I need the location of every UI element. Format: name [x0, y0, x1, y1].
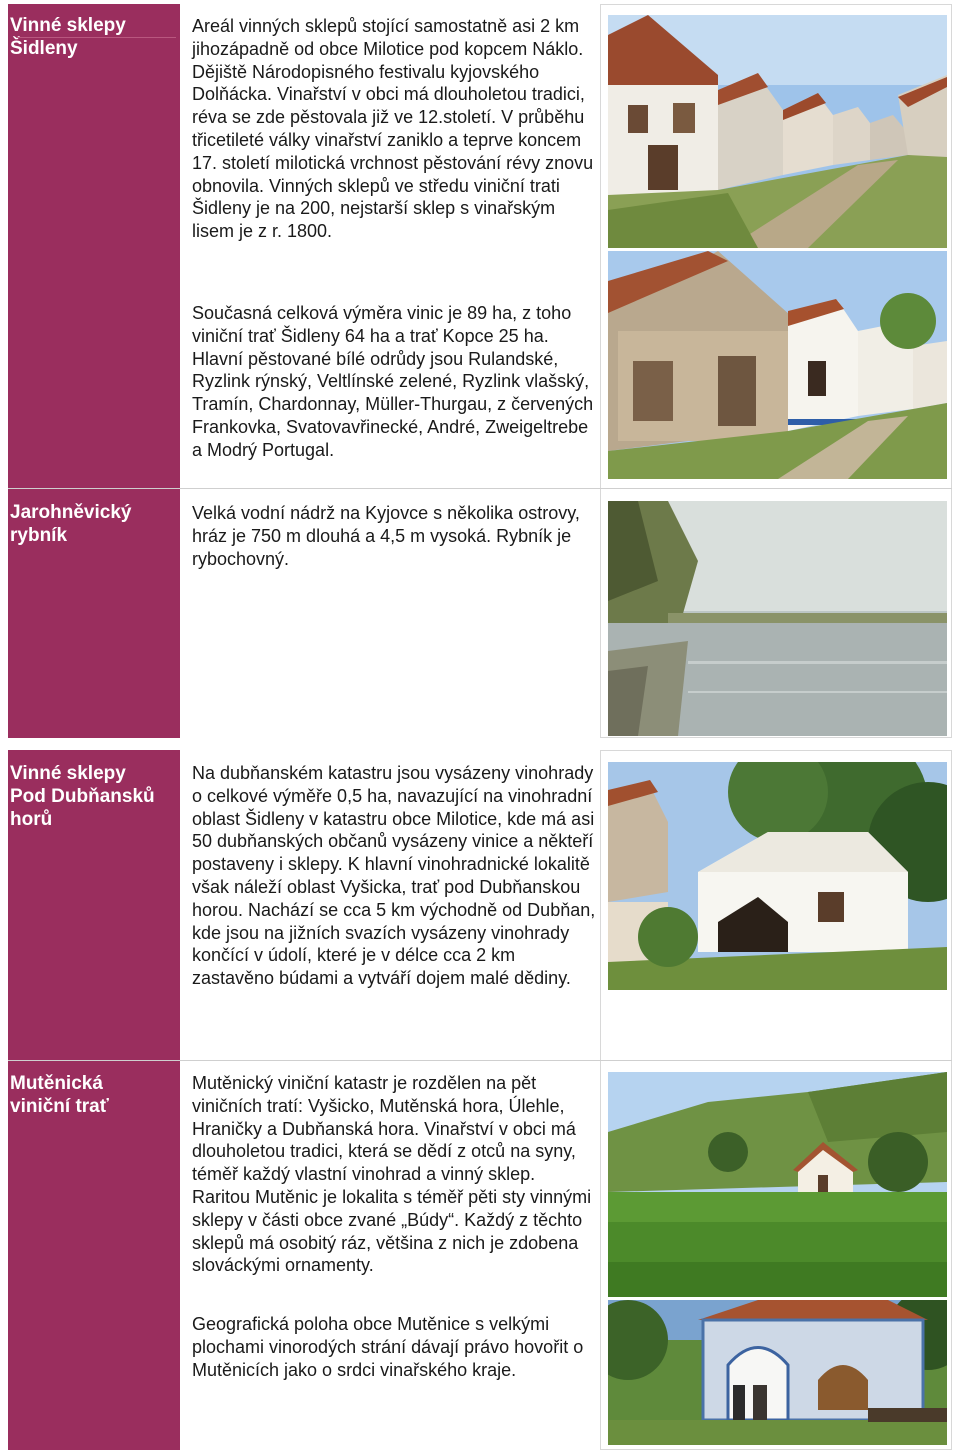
white-cellars-row-photo [608, 251, 947, 479]
category-column [8, 4, 180, 738]
pond-landscape-photo [608, 501, 947, 736]
row-title-sidleny: Vinné sklepy Šidleny [10, 15, 126, 59]
row-title-jarohnevicky-rybnik: Jarohněvický rybník [10, 502, 132, 546]
table-block-2 [0, 750, 960, 1450]
row-divider [8, 1060, 952, 1061]
description-paragraph: Areál vinných sklepů stojící samostatně asi 2 km jihozápadně od obce Milotice pod kopcem Náklo. Dějiště Národopisného festivalu kyjovského Dolňácka. Vinařství v obci má dlouholetou tradici, réva se zde pěstovala již ve 12.století. V průběhu třicetileté války vinařství zaniklo a teprve koncem 17. století milotická vrchnost pěstování révy znovu obnovila. Vinných sklepů ve středu viniční trati Šidleny je na 200, nejstarší sklep s vinařským lisem je z r. 1800. [192, 16, 594, 242]
ornamented-blue-cellar-photo [608, 1300, 947, 1445]
description-paragraph: Geografická poloha obce Mutěnice s velkými plochami vinorodých strání dávají právo hovořit o Mutěnicích jako o srdci vinařského kraje. [192, 1314, 584, 1380]
description-paragraph: Na dubňanském katastru jsou vysázeny vinohrady o celkové výměře 0,5 ha, navazující na vinohradní oblast Šidleny v katastru obce Milotice, kde má asi 50 dubňanských občanů vysázeny vinice a někteří postaveny i sklepy. K hlavní vinohradnické lokalitě však náleží oblast Vyšicka, trať pod Dubňanskou horou. Nachází se cca 5 km východně od Dubňan, kde jsou na jižních svazích vysázeny vinohrady končící v údolí, které je v délce cca 2 km zastavěno búdami a vytváří dojem malé dědiny. [192, 763, 596, 989]
row-title-pod-dubnansku-horu: Vinné sklepy Pod Dubňansků horů [10, 763, 155, 830]
wine-cellar-street-photo [608, 15, 947, 248]
title-underline [16, 37, 176, 38]
description-paragraph: Současná celková výměra vinic je 89 ha, z toho viniční trať Šidleny 64 ha a trať Kopce 25 ha. Hlavní pěstované bílé odrůdy jsou Rulandské, Ryzlink rýnský, Veltlínské zelené, Ryzlink vlašský, Tramín, Chardonnay, Müller-Thurgau, z červených Frankovka, Svatovavřinecké, André, Zweigeltrebe a Modrý Portugal. [192, 303, 594, 460]
white-cellar-with-trees-photo [608, 762, 947, 990]
row-divider [8, 488, 952, 489]
description-paragraph: Velká vodní nádrž na Kyjovce s několika ostrovy, hráz je 750 m dlouhá a 4,5 m vysoká. Rybník je rybochovný. [192, 503, 580, 569]
row-title-mutenicka-vinicni-trat: Mutěnická viniční trať [10, 1073, 109, 1117]
description-paragraph: Mutěnický viniční katastr je rozdělen na pět viničních tratí: Vyšicko, Mutěnská hora, Úlehle, Hraničky a Dubňanská hora. Vinařství v obci má dlouholetou tradici, která se dědí z otců na syny, téměř každý vlastní vinohrad a vinný sklep. Raritou Mutěnic je lokalita s téměř pěti sty vinnými sklepy v části obce zvané „Búdy“. Každý z těchto sklepů má osobitý ráz, většina z nich je zdobena slováckými ornamenty. [192, 1073, 592, 1276]
vineyard-hill-cellar-photo [608, 1072, 947, 1297]
table-block-1 [0, 4, 960, 738]
